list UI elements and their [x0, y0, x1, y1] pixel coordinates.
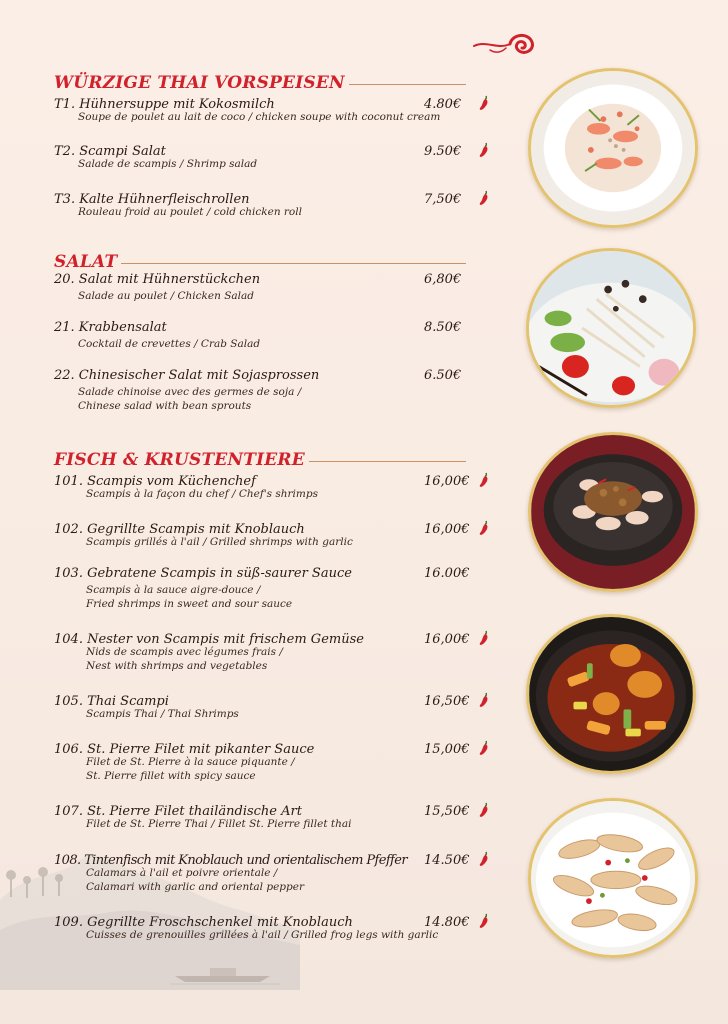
chili-pepper-icon	[477, 630, 491, 646]
item-description: Calamari with garlic and oriental pepper	[86, 881, 304, 893]
section-divider	[121, 263, 466, 264]
item-description: Salade de scampis / Shrimp salad	[78, 158, 258, 170]
item-description: Scampis Thai / Thai Shrimps	[86, 708, 239, 720]
section-header	[54, 251, 466, 273]
chili-pepper-icon	[477, 472, 491, 488]
chicken-salad-photo	[526, 248, 696, 408]
item-description: Chinese salad with bean sprouts	[78, 400, 252, 412]
chili-pepper-icon	[477, 95, 491, 111]
chili-pepper-icon	[477, 740, 491, 756]
chili-pepper-icon	[477, 142, 491, 158]
section-header	[54, 449, 466, 471]
item-price: 14.80€	[424, 915, 470, 930]
item-price: 15,50€	[424, 804, 470, 819]
section-thai-starters	[54, 72, 466, 94]
section-header	[54, 72, 466, 94]
chef-shrimps-photo	[528, 432, 698, 592]
item-price: 7,50€	[424, 192, 462, 207]
section-fish-seafood	[54, 449, 466, 471]
section-divider	[309, 461, 466, 462]
item-price: 6.50€	[424, 368, 462, 383]
item-description: Cuisses de grenouilles grillées à l'ail / Grilled frog legs with garlic	[86, 929, 439, 941]
item-name: T1. Hühnersuppe mit Kokosmilch	[54, 97, 275, 112]
item-price: 9.50€	[424, 144, 462, 159]
item-name: 105. Thai Scampi	[54, 694, 169, 709]
item-description: Scampis à la façon du chef / Chef's shrimps	[86, 488, 318, 500]
item-description: Soupe de poulet au lait de coco / chicken soupe with coconut cream	[78, 111, 441, 123]
section-title: SALAT	[54, 252, 118, 272]
item-name: 107. St. Pierre Filet thailändische Art	[54, 804, 302, 819]
item-name: 108. Tintenfisch mit Knoblauch und orientalischem Pfeffer	[54, 853, 407, 868]
item-name: 103. Gebratene Scampis in süß-saurer Sauce	[54, 566, 352, 581]
item-description: Scampis à la sauce aigre-douce /	[86, 584, 261, 596]
chili-pepper-icon	[477, 520, 491, 536]
item-description: Salade chinoise avec des germes de soja /	[78, 386, 302, 398]
item-description: Cocktail de crevettes / Crab Salad	[78, 338, 261, 350]
menu-item	[54, 368, 494, 413]
menu-item	[54, 911, 494, 942]
item-name: 109. Gegrillte Froschschenkel mit Knoblauch	[54, 915, 353, 930]
item-price: 14.50€	[424, 853, 470, 868]
item-price: 8.50€	[424, 320, 462, 335]
menu-item	[54, 93, 494, 124]
item-description: St. Pierre fillet with spicy sauce	[86, 770, 256, 782]
menu-item	[54, 188, 494, 219]
item-description: Salade au poulet / Chicken Salad	[78, 290, 255, 302]
item-price: 16,00€	[424, 632, 470, 647]
chili-pepper-icon	[477, 913, 491, 929]
item-name: T3. Kalte Hühnerfleischrollen	[54, 192, 250, 207]
frog-legs-photo	[528, 798, 698, 958]
chili-pepper-icon	[477, 190, 491, 206]
section-title: WÜRZIGE THAI VORSPEISEN	[54, 73, 345, 93]
item-price: 16,00€	[424, 522, 470, 537]
item-description: Calamars à l'ail et poivre orientale /	[86, 867, 278, 879]
item-description: Filet de St. Pierre Thai / Fillet St. Pierre fillet thai	[86, 818, 352, 830]
cloud-swirl-icon	[472, 30, 538, 58]
menu-item	[54, 628, 494, 673]
sweet-sour-shrimps-photo	[526, 614, 696, 774]
menu-item	[54, 272, 494, 303]
menu-item	[54, 800, 494, 831]
item-description: Nest with shrimps and vegetables	[86, 660, 268, 672]
menu-item	[54, 566, 494, 611]
item-price: 6,80€	[424, 272, 462, 287]
item-price: 16,50€	[424, 694, 470, 709]
item-name: 22. Chinesischer Salat mit Sojasprossen	[54, 368, 320, 383]
item-name: T2. Scampi Salat	[54, 144, 166, 159]
item-name: 101. Scampis vom Küchenchef	[54, 474, 256, 489]
chili-pepper-icon	[477, 802, 491, 818]
item-name: 106. St. Pierre Filet mit pikanter Sauce	[54, 742, 315, 757]
item-price: 15,00€	[424, 742, 470, 757]
menu-item	[54, 690, 494, 721]
menu-item	[54, 470, 494, 501]
item-description: Scampis grillés à l'ail / Grilled shrimps with garlic	[86, 536, 353, 548]
item-description: Rouleau froid au poulet / cold chicken roll	[78, 206, 302, 218]
shrimp-salad-photo	[528, 68, 698, 228]
menu-item	[54, 738, 494, 783]
chili-pepper-icon	[477, 851, 491, 867]
item-price: 16,00€	[424, 474, 470, 489]
menu-item	[54, 140, 494, 171]
section-salad	[54, 251, 466, 273]
section-title: FISCH & KRUSTENTIERE	[54, 450, 305, 470]
item-name: 102. Gegrillte Scampis mit Knoblauch	[54, 522, 305, 537]
item-description: Filet de St. Pierre à la sauce piquante /	[86, 756, 295, 768]
menu-item	[54, 518, 494, 549]
item-name: 104. Nester von Scampis mit frischem Gemüse	[54, 632, 364, 647]
chili-pepper-icon	[477, 692, 491, 708]
item-price: 4.80€	[424, 97, 462, 112]
item-name: 20. Salat mit Hühnerstückchen	[54, 272, 261, 287]
item-name: 21. Krabbensalat	[54, 320, 167, 335]
item-price: 16.00€	[424, 566, 470, 581]
section-divider	[349, 84, 466, 85]
boat-decoration	[170, 956, 280, 986]
item-description: Nids de scampis avec légumes frais /	[86, 646, 283, 658]
menu-item	[54, 849, 494, 894]
menu-item	[54, 320, 494, 351]
item-description: Fried shrimps in sweet and sour sauce	[86, 598, 293, 610]
